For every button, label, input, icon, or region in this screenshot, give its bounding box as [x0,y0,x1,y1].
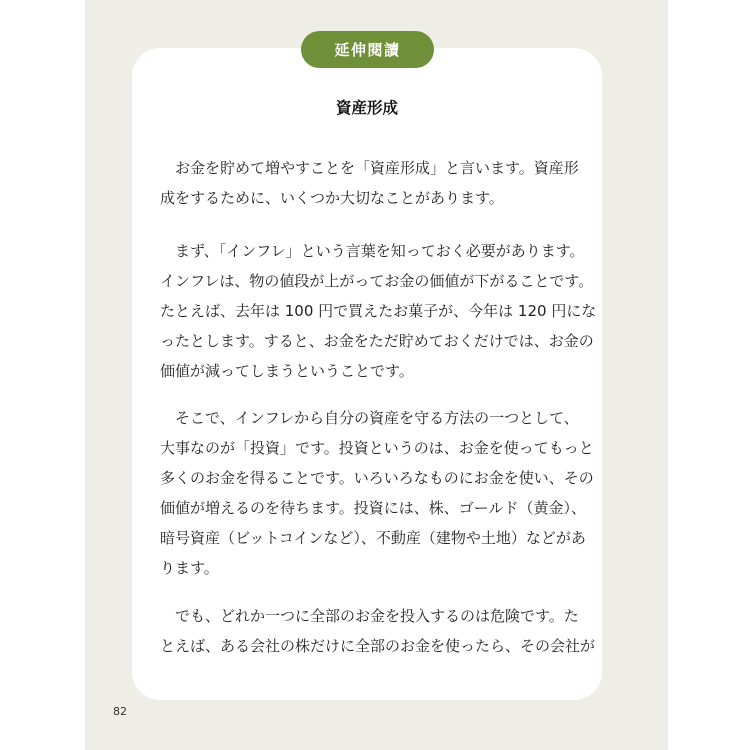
text-line: 価値が減ってしまうということです。 [160,362,414,380]
text-line: お金を貯めて増やすことを「資産形成」と言います。資産形 [175,159,579,177]
text-line: 暗号資産（ビットコインなど）、不動産（建物や土地）などがあ [160,529,586,547]
text-line: 多くのお金を得ることです。いろいろなものにお金を使い、その [160,469,594,487]
section-label-badge [301,31,434,68]
section-label-text: 延伸閱讀 [334,41,401,59]
text-line: 価値が増えるのを待ちます。投資には、株、ゴールド（黄金）、 [160,499,587,517]
text-line: とえば、ある会社の株だけに全部のお金を使ったら、その会社が [160,637,596,655]
paragraph-2 [160,233,610,383]
text-line: インフレは、物の値段が上がってお金の価値が下がることです。 [160,272,594,290]
text-line: ります。 [160,559,219,577]
text-line: たとえば、去年は 100 円で買えたお菓子が、今年は 120 円にな [160,302,597,320]
paragraph-3 [160,400,610,580]
text-line: でも、どれか一つに全部のお金を投入するのは危険です。た [175,607,579,625]
page-number: 82 [113,705,127,718]
paragraph-4 [160,598,610,658]
text-line: ったとします。すると、お金をただ貯めておくだけでは、お金の [160,332,594,350]
text-line: 成をするために、いくつか大切なことがあります。 [160,189,504,207]
text-line: まず、「インフレ」という言葉を知っておく必要があります。 [175,242,585,260]
paragraph-1 [160,150,610,210]
text-line: そこで、インフレから自分の資産を守る方法の一つとして、 [175,409,579,427]
article-title: 資産形成 [335,99,398,117]
text-line: 大事なのが「投資」です。投資というのは、お金を使ってもっと [160,439,594,457]
